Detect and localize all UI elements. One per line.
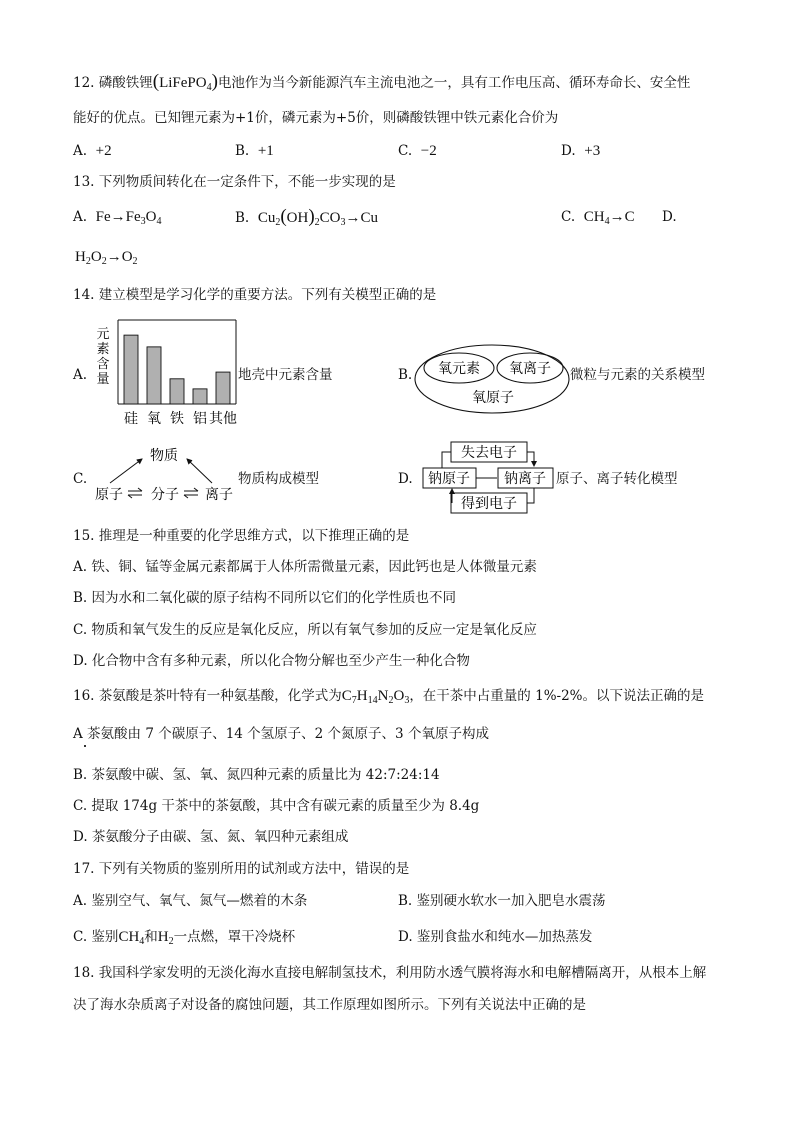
q15-option-c[interactable]: C. 物质和氧气发生的反应是氧化反应，所以有氧气参加的反应一定是氧化反应 [73,622,537,638]
x-tick-label: 其他 [209,411,237,427]
q17-option-d[interactable]: D. 鉴别食盐水和纯水—加热蒸发 [398,929,593,945]
q17-stem: 17. 下列有关物质的鉴别所用的试剂或方法中，错误的是 [73,861,410,877]
y-label-char: 元 [96,327,110,342]
q18-line1: 18. 我国科学家发明的无淡化海水直接电解制氢技术，利用防水透气膜将海水和电解槽隔离开，从根本上解 [73,965,707,981]
q14-c-caption: 物质构成模型 [238,471,319,487]
q16-stem: 16. 茶氨酸是茶叶特有一种氨基酸，化学式为$C_7H_{14}N_2O_3$，在干茶中占重量的 1%-2%。以下说法正确的是 [73,688,704,706]
x-tick-label: 硅 [124,411,138,427]
q14-b-caption: 微粒与元素的关系模型 [570,367,705,383]
q13-option-c[interactable]: C. $CH_4\to C$ [561,209,635,227]
y-axis-label [96,327,109,387]
q16-option-a[interactable]: A 茶氨酸由 7 个碳原子、14 个氢原子、2 个氮原子、3 个氧原子构成 [73,726,489,742]
y-label-char: 量 [96,372,110,387]
q13-option-a[interactable]: A. $Fe\to Fe_3O_4$ [73,209,162,227]
q12-line2: 能好的优点。已知锂元素为+1价，磷元素为+5价，则磷酸铁锂中铁元素化合价为 [73,110,559,126]
bar-4 [216,372,230,404]
b-left-text: 氧元素 [438,361,480,377]
q14-option-c[interactable]: C. [73,471,88,487]
q14-a-bar-chart [90,318,240,430]
y-label-char: 素 [96,342,110,357]
q13-option-d-label[interactable]: D. [662,209,677,225]
c-ion-text: 离子 [205,487,233,503]
q14-option-a[interactable]: A. [73,367,88,383]
d-bottom-text: 得到电子 [461,496,517,512]
q12-option-c[interactable]: C. −2 [398,143,437,159]
q12-option-a[interactable]: A. +2 [73,143,112,159]
d-right-text: 钠离子 [504,471,546,487]
c-atom-text: 原子 [95,487,123,503]
q14-d-conversion-model [422,441,557,515]
q13-option-b[interactable]: B. $Cu_2(OH)_2CO_3\to Cu$ [235,206,379,228]
theanine-formula: $C_7H_{14}N_2O_3$ [341,688,410,706]
q13-stem: 13. 下列物质间转化在一定条件下，不能一步实现的是 [73,174,396,190]
q16-option-c[interactable]: C. 提取 174g 干茶中的茶氨酸，其中含有碳元素的质量至少为 8.4g [73,798,480,814]
q18-line2: 决了海水杂质离子对设备的腐蚀问题，其工作原理如图所示。下列有关说法中正确的是 [73,997,586,1013]
q15-option-a[interactable]: A. 铁、铜、锰等金属元素都属于人体所需微量元素，因此钙也是人体微量元素 [73,559,537,575]
x-tick-label: 铁 [170,411,184,427]
q14-b-ellipse-model [413,343,571,415]
q13-option-d[interactable]: $H_2O_2\to O_2$ [75,249,138,267]
q17-option-b[interactable]: B. 鉴别硬水软水一加入肥皂水震荡 [398,893,606,909]
y-label-char: 含 [96,357,110,372]
d-left-text: 钠原子 [428,471,470,487]
q15-stem: 15. 推理是一种重要的化学思维方式，以下推理正确的是 [73,528,410,544]
q14-d-caption: 原子、离子转化模型 [556,471,678,487]
c-top-text: 物质 [150,448,178,464]
bar-2 [170,379,184,404]
q12-prefix: 12. 磷酸铁锂 [73,75,153,91]
q12-option-d[interactable]: D. +3 [561,143,601,159]
bar-3 [193,389,207,404]
x-tick-label: 氧 [147,411,161,427]
q14-option-d[interactable]: D. [398,471,413,487]
q15-option-b[interactable]: B. 因为水和二氧化碳的原子结构不同所以它们的化学性质也不同 [73,590,457,606]
b-bottom-text: 氧原子 [472,390,514,406]
q15-option-d[interactable]: D. 化合物中含有多种元素，所以化合物分解也至少产生一种化合物 [73,653,470,669]
d-top-text: 失去电子 [461,445,517,461]
stray-dot [84,745,86,747]
q17-option-c[interactable]: C. 鉴别$CH_4$和$H_2$一点燃，罩干冷烧杯 [73,929,296,947]
q16-option-d[interactable]: D. 茶氨酸分子由碳、氢、氮、氧四种元素组成 [73,829,349,845]
bar-1 [147,347,161,404]
q12-suffix: 电池作为当今新能源汽车主流电池之一，具有工作电压高、循环寿命长、安全性 [217,75,691,91]
q12-formula: LiFePO$_4$ [159,75,212,93]
q12-option-b[interactable]: B. +1 [235,143,274,159]
q17-option-a[interactable]: A. 鉴别空气、氧气、氮气—燃着的木条 [73,893,308,909]
q14-a-caption: 地壳中元素含量 [238,367,333,383]
q12-line1: 12. 磷酸铁锂(LiFePO$_4$)电池作为当今新能源汽车主流电池之一，具有工作电压高、循环寿命长、安全性 [73,71,691,93]
q16-option-b[interactable]: B. 茶氨酸中碳、氢、氧、氮四种元素的质量比为 42:7:24:14 [73,767,440,783]
q14-option-b[interactable]: B. [398,367,413,383]
c-molecule-text: 分子 [151,487,179,503]
x-tick-label: 铝 [193,411,207,427]
b-right-text: 氧离子 [509,361,551,377]
q14-stem: 14. 建立模型是学习化学的重要方法。下列有关模型正确的是 [73,287,437,303]
bar-0 [124,335,138,404]
q14-c-substance-model [92,443,242,505]
